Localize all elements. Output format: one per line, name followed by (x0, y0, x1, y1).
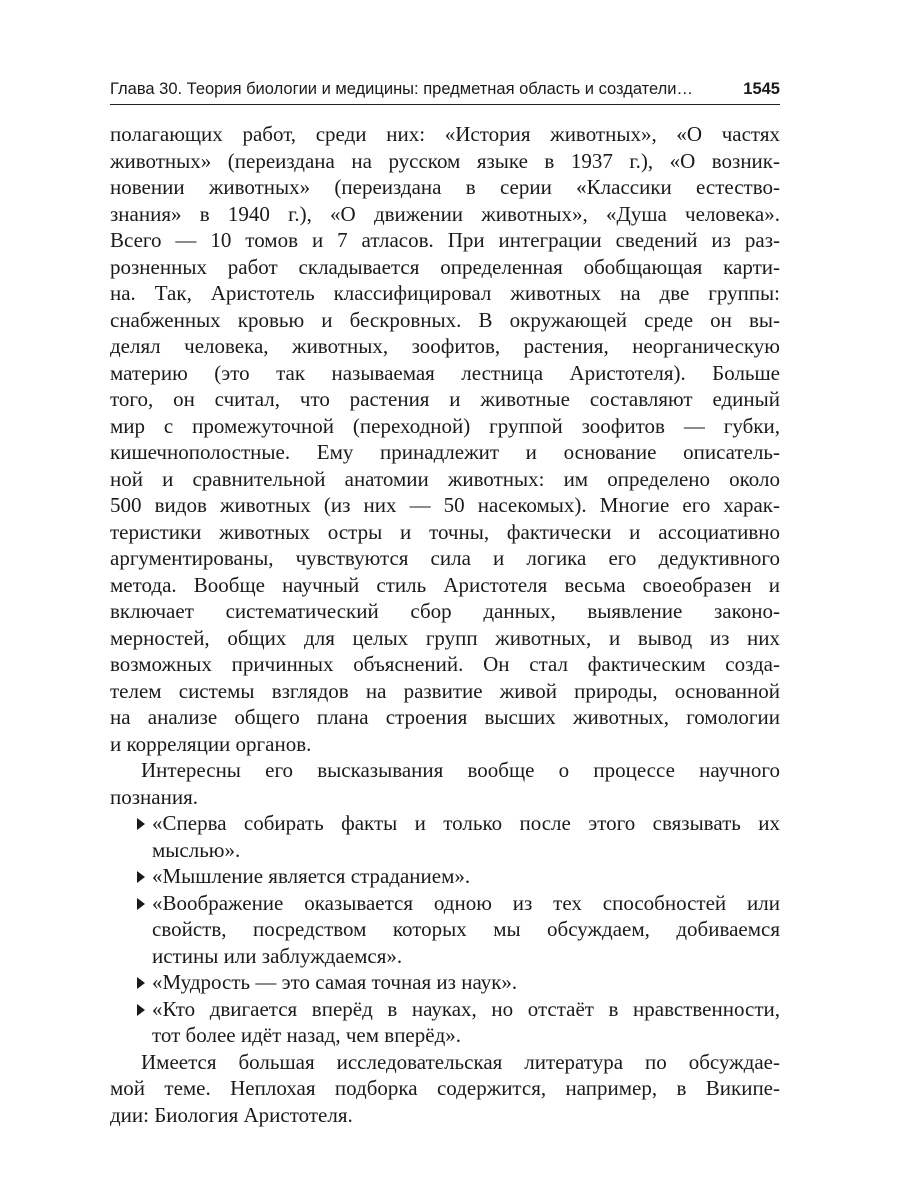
quote-item (110, 810, 780, 863)
text-line: «Кто двигается вперёд в науках, но отстаёт в нравственности, (152, 996, 780, 1021)
text-line: теристики животных остры и точны, фактически и ассоциативно (110, 519, 780, 544)
text-line: мир с промежуточной (переходной) группой зоофитов — губки, (110, 413, 780, 438)
text-line: Интересны его высказывания вообще о процессе научного (141, 758, 780, 782)
chapter-title: Глава 30. Теория биологии и медицины: предметная область и создатели… (110, 80, 693, 98)
paragraph-continuation (110, 121, 780, 757)
text-line: «Сперва собирать факты и только после этого связывать их (152, 811, 780, 835)
text-line: свойств, посредством которых мы обсуждаем, добиваемся (152, 917, 780, 941)
text-line: «Мудрость — это самая точная из наук». (152, 970, 518, 994)
text-line: материю (это так называемая лестница Аристотеля). Больше (110, 360, 780, 385)
text-line: на. Так, Аристотель классифицировал животных на две группы: (110, 281, 780, 305)
triangle-bullet-icon (137, 977, 145, 989)
text-line: дии: Биология Аристотеля. (110, 1102, 353, 1127)
text-line: «Мышление является страданием». (152, 864, 471, 888)
text-line: мыслью». (152, 837, 241, 862)
text-block (110, 121, 780, 1128)
header-rule (110, 104, 780, 105)
triangle-bullet-icon (137, 871, 145, 883)
paragraph-intro-quotes (110, 757, 780, 810)
text-line: мерностей, общих для целых групп животных, и вывод из них (110, 625, 780, 650)
quote-item (110, 996, 780, 1049)
quote-item (110, 890, 780, 970)
text-line: Имеется большая исследовательская литература по обсуждае- (141, 1049, 780, 1074)
text-line: включает систематический сбор данных, выявление законо- (110, 599, 780, 623)
text-line: тот более идёт назад, чем вперёд». (152, 1023, 462, 1047)
text-line: кишечнополостные. Ему принадлежит и основание описатель- (110, 440, 780, 464)
triangle-bullet-icon (137, 898, 145, 910)
text-line: мой теме. Неплохая подборка содержится, например, в Википе- (110, 1076, 780, 1100)
text-line: полагающих работ, среди них: «История животных», «О частях (110, 122, 780, 146)
text-line: познания. (110, 784, 198, 809)
page-number: 1545 (743, 80, 780, 98)
text-line: знания» в 1940 г.), «О движении животных», «Душа человека». (110, 201, 780, 226)
text-line: аргументированы, чувствуются сила и логика его дедуктивного (110, 546, 780, 570)
text-line: ной и сравнительной анатомии животных: им определено около (110, 466, 780, 491)
text-line: на анализе общего плана строения высших животных, гомологии (110, 705, 780, 729)
text-line: Всего — 10 томов и 7 атласов. При интеграции сведений из раз- (110, 228, 780, 252)
text-line: истины или заблуждаемся». (152, 943, 403, 968)
text-line: телем системы взглядов на развитие живой природы, основанной (110, 678, 780, 703)
text-line: метода. Вообще научный стиль Аристотеля весьма своеобразен и (110, 572, 780, 597)
quote-list (110, 810, 780, 1049)
text-line: новении животных» (переиздана в серии «Классики естество- (110, 175, 780, 199)
running-head (110, 78, 780, 102)
text-line: и корреляции органов. (110, 731, 312, 756)
quote-item (110, 863, 780, 890)
triangle-bullet-icon (137, 1004, 145, 1016)
quote-item (110, 969, 780, 996)
text-line: животных» (переиздана на русском языке в 1937 г.), «О возник- (110, 148, 780, 173)
paragraph-literature (110, 1049, 780, 1129)
text-line: розненных работ складывается определенная обобщающая карти- (110, 254, 780, 279)
text-line: 500 видов животных (из них — 50 насекомых). Многие его харак- (110, 493, 780, 517)
text-line: того, он считал, что растения и животные составляют единый (110, 387, 780, 411)
triangle-bullet-icon (137, 818, 145, 830)
text-line: снабженных кровью и бескровных. В окружающей среде он вы- (110, 307, 780, 332)
text-line: «Воображение оказывается одною из тех способностей или (152, 890, 780, 915)
text-line: возможных причинных объяснений. Он стал фактическим созда- (110, 652, 780, 676)
text-line: делял человека, животных, зоофитов, растения, неорганическую (110, 334, 780, 358)
